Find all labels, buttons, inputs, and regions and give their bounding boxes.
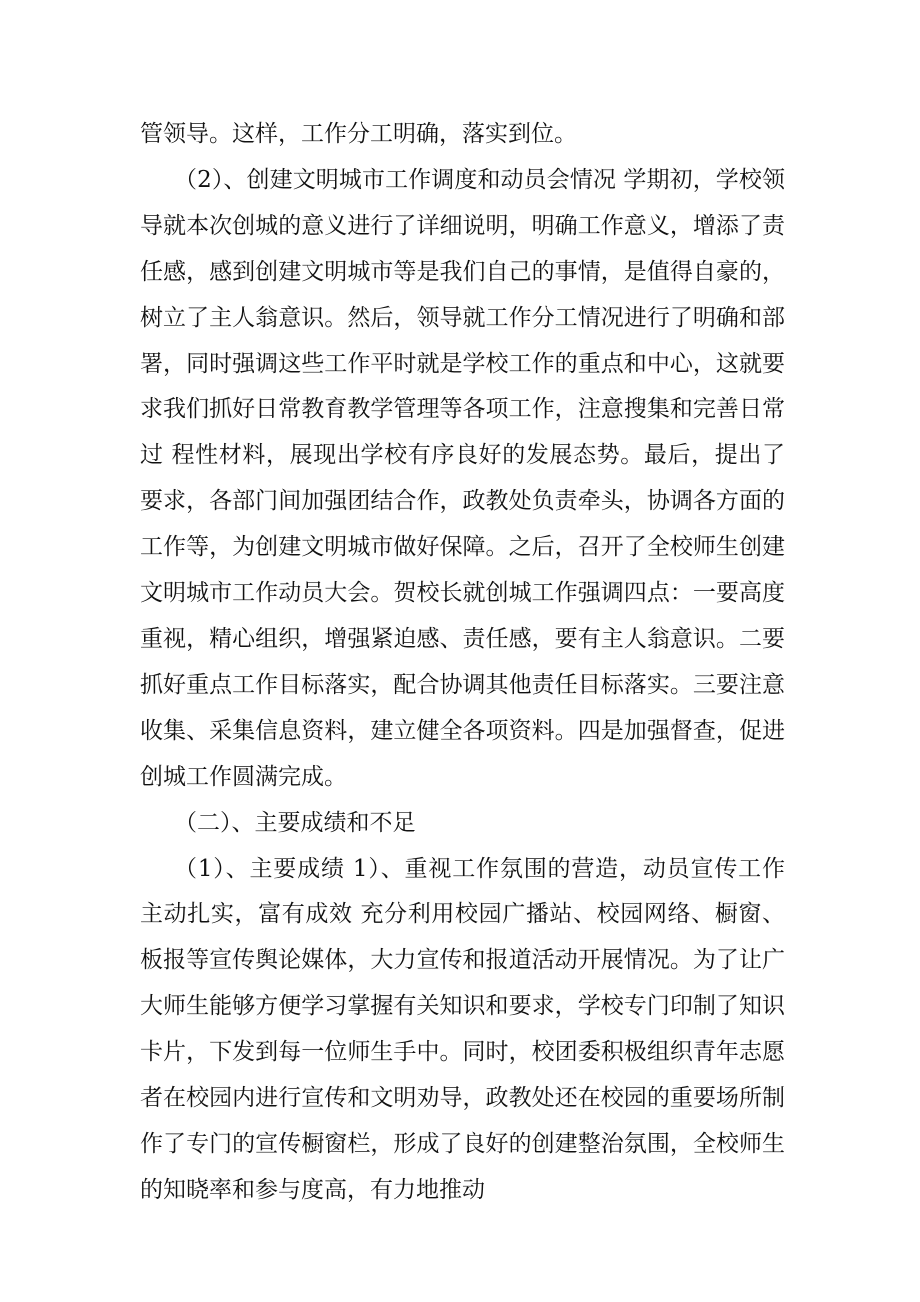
section-heading-achievements: （二）、主要成绩和不足 [174, 809, 416, 836]
paragraph-continuation: 管领导。这样，工作分工明确，落实到位。 [140, 121, 577, 147]
paragraph-mobilization-meeting: （2）、创建文明城市工作调度和动员会情况 学期初，学校领导就本次创城的意义进行了详细说明，明确工作意义，增添了责任感，感到创建文明城市等是我们自己的事情，是值得自豪的，树立了主人翁意识。然后，领导就工作分工情况进行了明确和部署，同时强调这些工作平时就是学校工作的重点和中心，这就要求我们抓好日常教育教学管理等各项工作，注意搜集和完善日常过 程性材料，展现出学校有序良好的发展态势。最后，提出了要求，各部门间加强团结合作，政教处负责牵头，协调各方面的工作等，为创建文明城市做好保障。之后，召开了全校师生创建文明城市工作动员大会。贺校长就创城工作强调四点：一要高度重视，精心组织，增强紧迫感、责任感，要有主人翁意识。二要抓好重点工作目标落实，配合协调其他责任目标落实。三要注意收集、采集信息资料，建立健全各项资料。四是加强督查，促进创城工作圆满完成。 [140, 166, 785, 790]
document-body [140, 112, 785, 1214]
paragraph-main-achievements: （1）、主要成绩 1）、重视工作氛围的营造，动员宣传工作主动扎实，富有成效 充分利用校园广播站、校园网络、橱窗、板报等宣传舆论媒体，大力宣传和报道活动开展情况。为了让广大师生能够方便学习掌握有关知识和要求，学校专门印制了知识卡片，下发到每一位师生手中。同时，校团委积极组织青年志愿者在校园内进行宣传和文明劝导，政教处还在校园的重要场所制作了专门的宣传橱窗栏，形成了良好的创建整治氛围，全校师生的知晓率和参与度高，有力地推动 [140, 855, 785, 1203]
